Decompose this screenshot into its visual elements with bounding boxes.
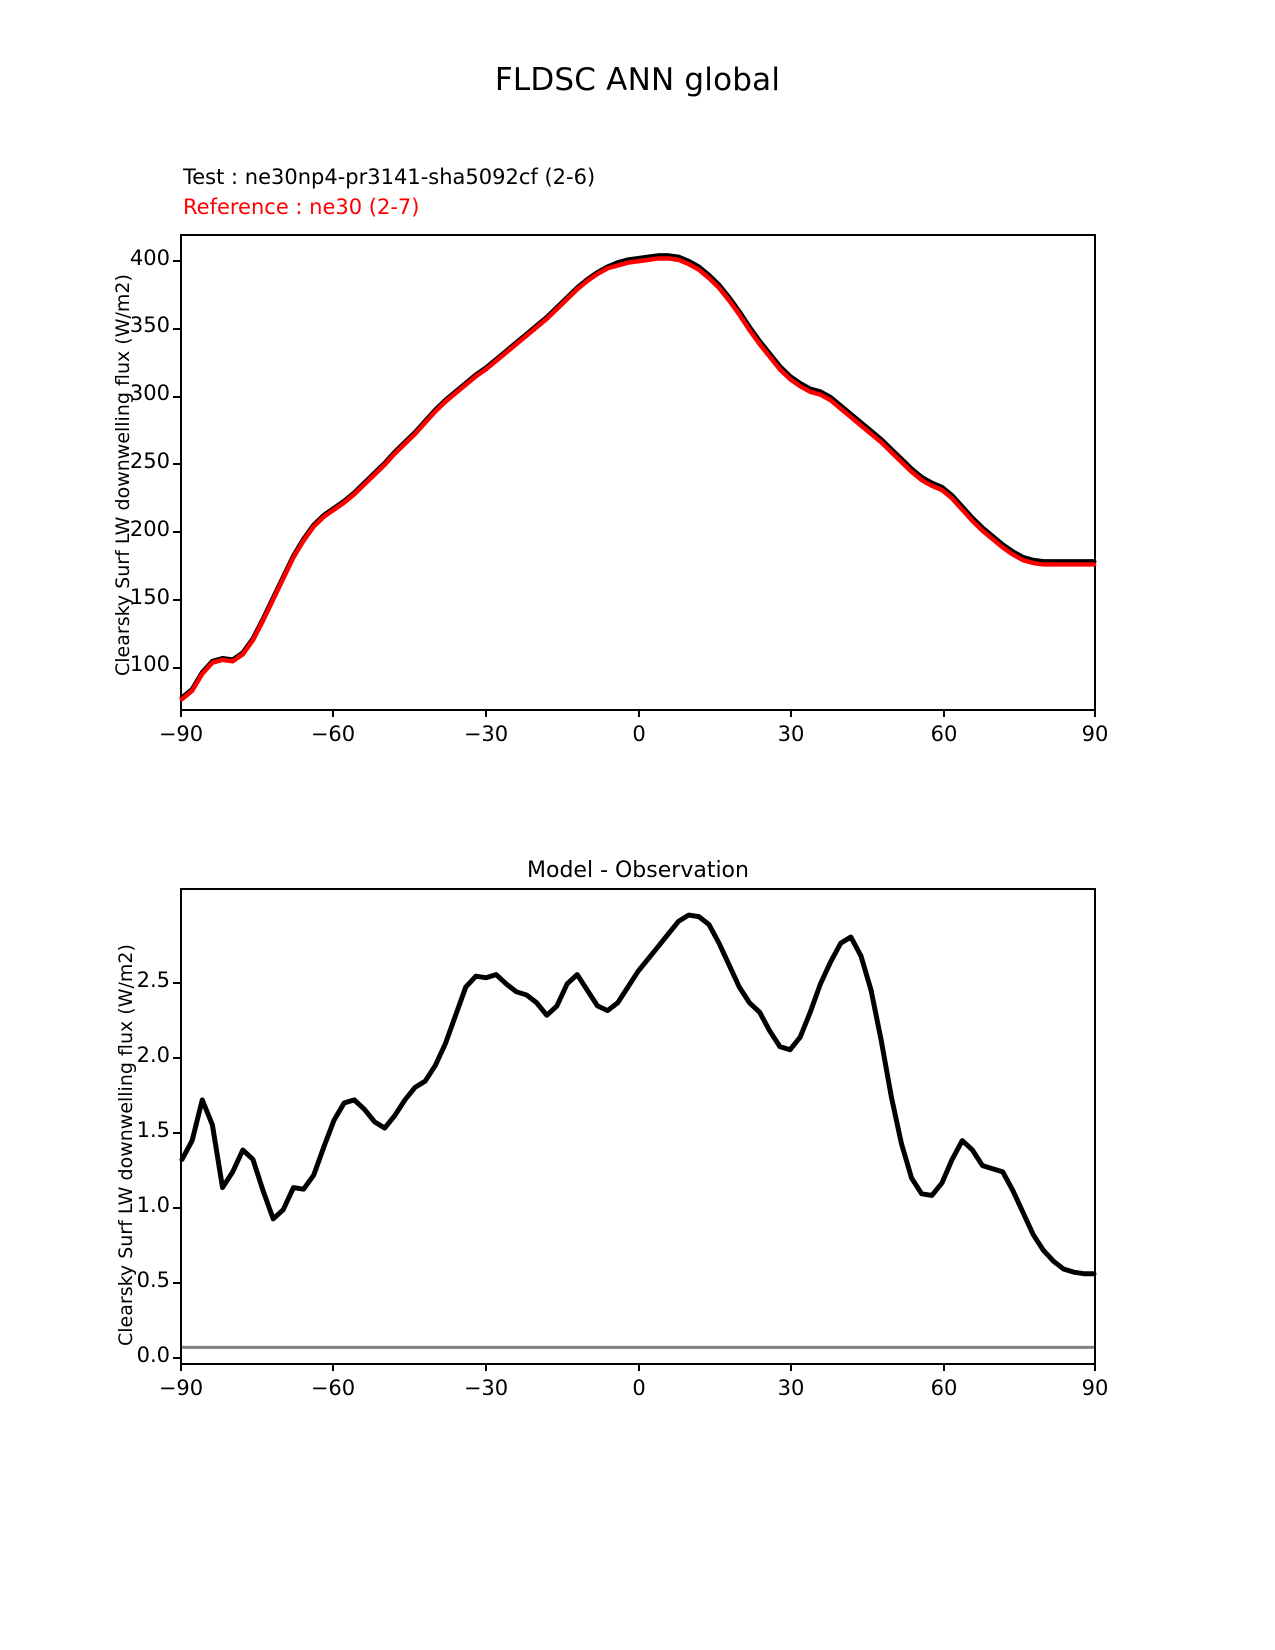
panel1-xtickmark <box>485 710 487 717</box>
panel1-xtickmark <box>943 710 945 717</box>
legend-entry-reference: Reference : ne30 (2-7) <box>183 195 420 219</box>
panel1-ytickmark <box>173 328 180 330</box>
series-line <box>182 258 1094 699</box>
panel2-xtick--60: −60 <box>310 1376 356 1400</box>
series-line <box>182 915 1094 1274</box>
panel1-ytickmark <box>173 463 180 465</box>
panel2-xtick--90: −90 <box>158 1376 204 1400</box>
panel2-ytickmark <box>173 982 180 984</box>
panel1-ytick-400: 400 <box>129 246 170 270</box>
panel1-xtick-90: 90 <box>1081 722 1109 746</box>
panel1-ytick-300: 300 <box>129 381 170 405</box>
panel2-xtick-60: 60 <box>930 1376 958 1400</box>
panel1-xtick-30: 30 <box>777 722 805 746</box>
panel1-ytickmark <box>173 667 180 669</box>
panel2-xtick--30: −30 <box>463 1376 509 1400</box>
panel1-xtick-0: 0 <box>632 722 646 746</box>
panel2-ytick-0.5: 0.5 <box>136 1268 170 1292</box>
panel2-xtickmark <box>943 1364 945 1371</box>
panel2-xtickmark <box>1094 1364 1096 1371</box>
panel2-ytickmark <box>173 1132 180 1134</box>
panel2-y-axis-label: Clearsky Surf LW downwelling flux (W/m2) <box>115 944 137 1346</box>
panel1-ytick-250: 250 <box>129 449 170 473</box>
panel1-xtick--60: −60 <box>310 722 356 746</box>
panel1-plot-area <box>180 234 1096 711</box>
panel2-ytick-0.0: 0.0 <box>136 1343 170 1367</box>
panel2-xtickmark <box>485 1364 487 1371</box>
panel2-ytick-2.0: 2.0 <box>136 1043 170 1067</box>
panel2-xtickmark <box>180 1364 182 1371</box>
panel1-xtickmark <box>790 710 792 717</box>
panel2-ytickmark <box>173 1282 180 1284</box>
panel1-ytick-150: 150 <box>129 585 170 609</box>
panel1-ytickmark <box>173 531 180 533</box>
panel2-plot-area <box>180 888 1096 1365</box>
panel2-xtick-90: 90 <box>1081 1376 1109 1400</box>
panel2-xtickmark <box>332 1364 334 1371</box>
panel1-ytick-350: 350 <box>129 313 170 337</box>
panel1-ytickmark <box>173 260 180 262</box>
panel2-xtick-30: 30 <box>777 1376 805 1400</box>
panel1-ytick-200: 200 <box>129 517 170 541</box>
panel1-ytickmark <box>173 396 180 398</box>
panel2-ytick-2.5: 2.5 <box>136 968 170 992</box>
panel1-series-canvas <box>182 236 1094 709</box>
panel2-ytickmark <box>173 1207 180 1209</box>
panel1-xtick--90: −90 <box>158 722 204 746</box>
panel1-ytick-100: 100 <box>129 652 170 676</box>
panel1-xtickmark <box>180 710 182 717</box>
panel2-ytickmark <box>173 1357 180 1359</box>
panel2-ytickmark <box>173 1057 180 1059</box>
page-title: FLDSC ANN global <box>494 62 781 98</box>
panel2-title: Model - Observation <box>527 858 749 883</box>
legend <box>183 162 595 222</box>
series-line <box>182 256 1094 698</box>
panel1-xtick-60: 60 <box>930 722 958 746</box>
panel2-xtick-0: 0 <box>632 1376 646 1400</box>
panel2-ytick-1.5: 1.5 <box>136 1118 170 1142</box>
panel1-xtick--30: −30 <box>463 722 509 746</box>
panel2-xtickmark <box>638 1364 640 1371</box>
panel2-series-canvas <box>182 890 1094 1363</box>
panel1-xtickmark <box>1094 710 1096 717</box>
panel1-ytickmark <box>173 599 180 601</box>
panel1-xtickmark <box>332 710 334 717</box>
panel1-y-axis-label: Clearsky Surf LW downwelling flux (W/m2) <box>112 274 134 676</box>
legend-entry-test: Test : ne30np4-pr3141-sha5092cf (2-6) <box>183 165 596 189</box>
panel2-xtickmark <box>790 1364 792 1371</box>
panel1-xtickmark <box>638 710 640 717</box>
panel2-ytick-1.0: 1.0 <box>136 1193 170 1217</box>
